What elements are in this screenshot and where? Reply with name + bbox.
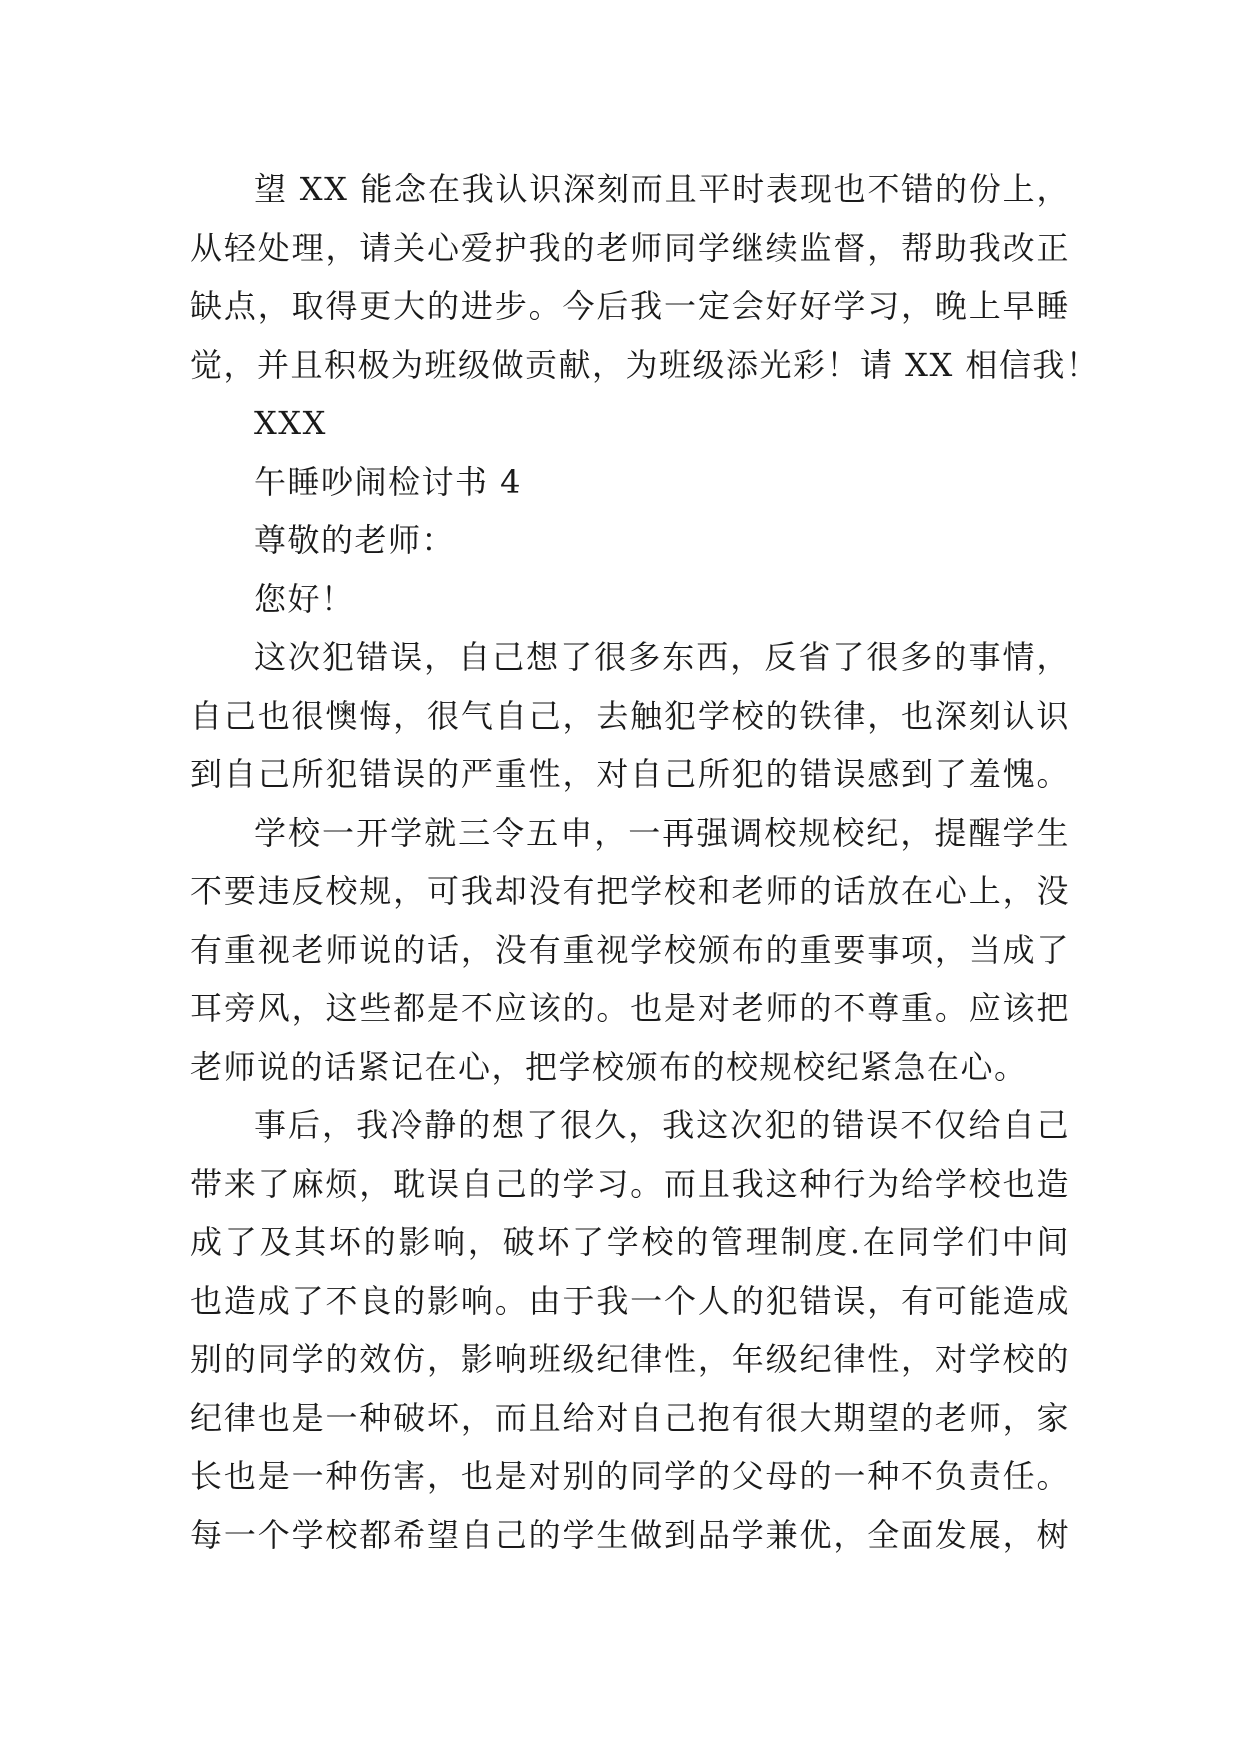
text-line: 长也是一种伤害，也是对别的同学的父母的一种不负责任。 xyxy=(190,1457,1070,1495)
text-line: 别的同学的效仿，影响班级纪律性，年级纪律性，对学校的 xyxy=(190,1340,1070,1378)
text-line: 事后，我冷静的想了很久，我这次犯的错误不仅给自己 xyxy=(254,1106,1070,1144)
text-line: 缺点，取得更大的进步。今后我一定会好好学习，晚上早睡 xyxy=(190,287,1070,325)
text-line: 成了及其坏的影响，破坏了学校的管理制度.在同学们中间 xyxy=(190,1223,1070,1261)
text-line: 学校一开学就三令五申，一再强调校规校纪，提醒学生 xyxy=(254,813,1070,852)
text-line: 纪律也是一种破坏，而且给对自己抱有很大期望的老师，家 xyxy=(190,1398,1070,1437)
text-line: 觉，并且积极为班级做贡献，为班级添光彩！请 XX 相信我！ xyxy=(190,345,1100,384)
document-body xyxy=(190,160,1100,1564)
text-line: 从轻处理，请关心爱护我的老师同学继续监督，帮助我改正 xyxy=(190,228,1070,267)
section-title: 午睡吵闹检讨书 4 xyxy=(254,462,523,501)
text-line: 不要违反校规，可我却没有把学校和老师的话放在心上，没 xyxy=(190,872,1070,910)
greeting: 您好！ xyxy=(254,579,355,618)
text-line: 老师说的话紧记在心，把学校颁布的校规校纪紧急在心。 xyxy=(190,1047,1028,1086)
text-line: 耳旁风，这些都是不应该的。也是对老师的不尊重。应该把 xyxy=(190,989,1070,1027)
salutation: 尊敬的老师： xyxy=(254,521,456,559)
text-line: 每一个学校都希望自己的学生做到品学兼优，全面发展，树 xyxy=(190,1515,1070,1554)
text-line: 也造成了不良的影响。由于我一个人的犯错误，有可能造成 xyxy=(190,1281,1070,1320)
text-line: 望 XX 能念在我认识深刻而且平时表现也不错的份上， xyxy=(254,170,1070,208)
text-line: 到自己所犯错误的严重性，对自己所犯的错误感到了羞愧。 xyxy=(190,755,1070,793)
signature-line: XXX xyxy=(254,404,327,442)
text-line: 带来了麻烦，耽误自己的学习。而且我这种行为给学校也造 xyxy=(190,1164,1070,1203)
text-line: 有重视老师说的话，没有重视学校颁布的重要事项，当成了 xyxy=(190,930,1070,969)
text-line: 自己也很懊悔，很气自己，去触犯学校的铁律，也深刻认识 xyxy=(190,696,1070,735)
text-line: 这次犯错误，自己想了很多东西，反省了很多的事情， xyxy=(254,638,1070,676)
